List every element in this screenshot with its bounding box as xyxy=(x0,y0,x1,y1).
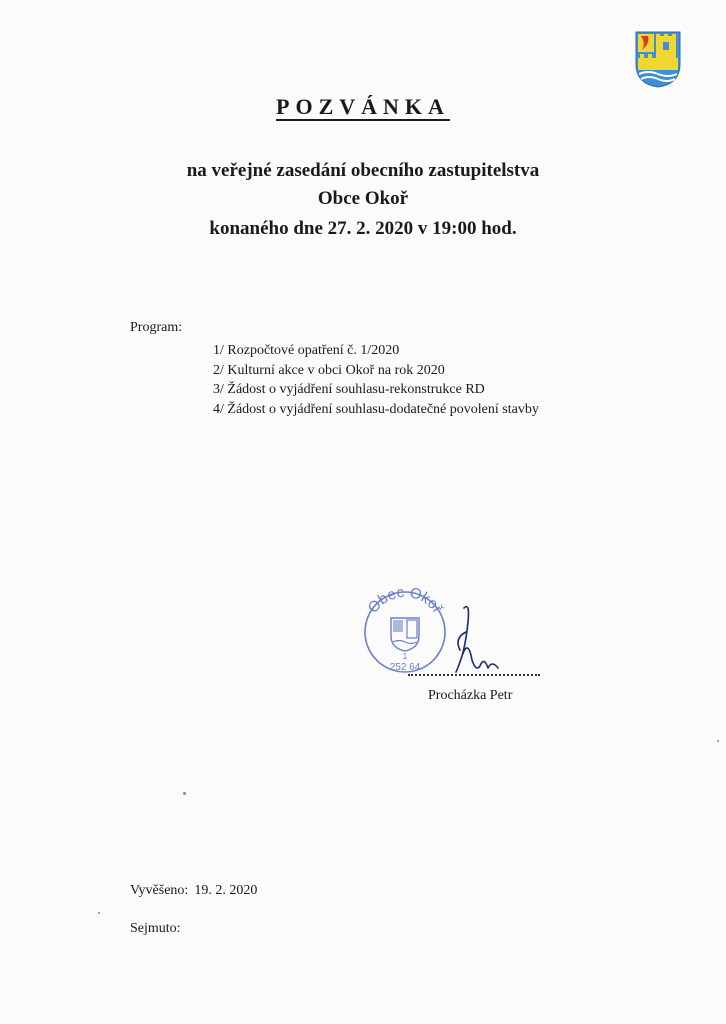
posted-label: Vyvěšeno: xyxy=(130,883,189,898)
scan-speck xyxy=(183,792,186,795)
subtitle-line-3: konaného dne 27. 2. 2020 v 19:00 hod. xyxy=(209,218,517,239)
signature-line xyxy=(408,672,540,676)
removed-label: Sejmuto: xyxy=(130,921,181,936)
program-list xyxy=(213,341,539,419)
stamp-emblem-icon xyxy=(391,618,419,651)
handwritten-signature xyxy=(440,598,500,676)
coat-of-arms-icon xyxy=(634,30,682,88)
program-item: 4/ Žádost o vyjádření souhlasu-dodatečné povolení stavby xyxy=(213,401,539,417)
scan-speck xyxy=(98,912,100,914)
stamp-text: Obec Okoř xyxy=(364,584,446,617)
posted-value: 19. 2. 2020 xyxy=(194,883,258,898)
posted-date xyxy=(130,883,257,899)
document-title: POZVÁNKA xyxy=(276,94,450,119)
program-label: Program: xyxy=(130,320,183,335)
stamp-postcode: 252 64 xyxy=(389,662,421,673)
scan-speck xyxy=(717,740,719,742)
program-item: 2/ Kulturní akce v obci Okoř na rok 2020 xyxy=(213,362,445,378)
program-item: 1/ Rozpočtové opatření č. 1/2020 xyxy=(213,343,400,358)
subtitle-line-1: na veřejné zasedání obecního zastupitelstva xyxy=(186,160,540,181)
subtitle-line-2: Obce Okoř xyxy=(317,188,409,209)
stamp-number: 1 xyxy=(402,652,408,661)
signer-name: Procházka Petr xyxy=(428,688,513,703)
official-stamp xyxy=(362,584,448,680)
program-item: 3/ Žádost o vyjádření souhlasu-rekonstrukce RD xyxy=(213,382,485,397)
